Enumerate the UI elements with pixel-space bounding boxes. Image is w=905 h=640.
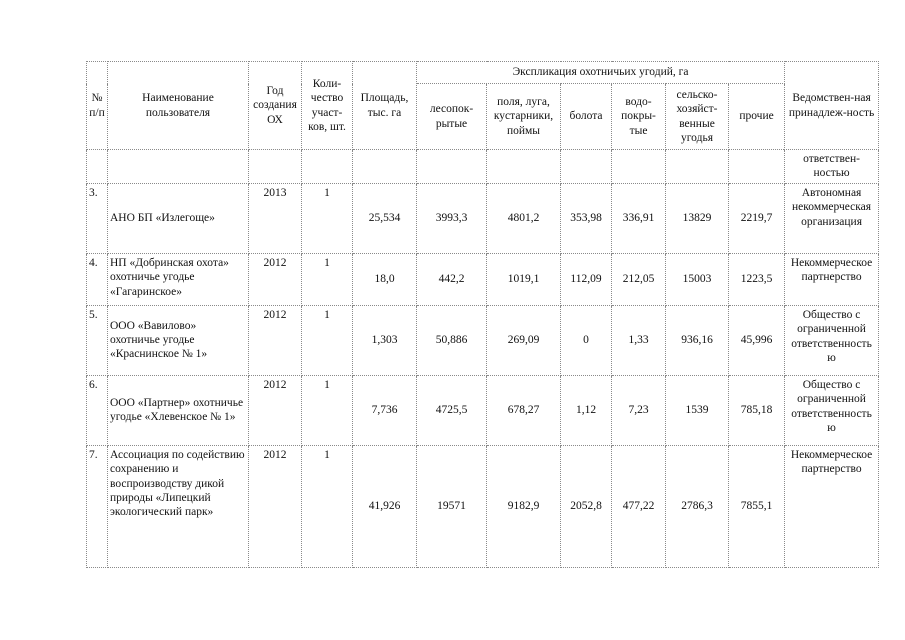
fields-cell: 269,09 [487, 305, 561, 375]
cell [108, 150, 249, 184]
other-cell: 1223,5 [729, 253, 785, 305]
swamps-cell: 112,09 [561, 253, 612, 305]
user-name: НП «Добринская охота» охотничье угодье «Гагаринское» [108, 253, 249, 305]
other-cell: 785,18 [729, 375, 785, 445]
dept-cell: ответствен-ностью [785, 150, 879, 184]
dept-cell: Автономная некоммерческая организация [785, 183, 879, 253]
other-cell: 45,996 [729, 305, 785, 375]
swamps-cell: 2052,8 [561, 445, 612, 567]
water-cell: 336,91 [612, 183, 666, 253]
count-cell: 1 [302, 445, 353, 567]
header-agri: сельско-хозяйст-венные угодья [666, 84, 729, 150]
row-num: 3. [87, 183, 108, 253]
agri-cell: 2786,3 [666, 445, 729, 567]
water-cell: 7,23 [612, 375, 666, 445]
agri-cell: 1539 [666, 375, 729, 445]
fields-cell: 678,27 [487, 375, 561, 445]
fields-cell: 1019,1 [487, 253, 561, 305]
agri-cell: 13829 [666, 183, 729, 253]
table-row [87, 253, 879, 305]
row-num: 6. [87, 375, 108, 445]
forest-cell: 442,2 [417, 253, 487, 305]
fields-cell: 9182,9 [487, 445, 561, 567]
header-other: прочие [729, 84, 785, 150]
water-cell: 477,22 [612, 445, 666, 567]
row-num: 4. [87, 253, 108, 305]
cell [417, 150, 487, 184]
header-explication-group: Экспликация охотничьих угодий, га [417, 62, 785, 84]
fields-cell: 4801,2 [487, 183, 561, 253]
header-water: водо-покры-тые [612, 84, 666, 150]
table-row [87, 183, 879, 253]
dept-cell: Некоммерческое партнерство [785, 445, 879, 567]
year-cell: 2012 [249, 445, 302, 567]
agri-cell: 15003 [666, 253, 729, 305]
hunting-grounds-table [86, 61, 879, 568]
header-name: Наименование пользователя [108, 62, 249, 150]
area-cell: 25,534 [353, 183, 417, 253]
dept-cell: Некоммерческое партнерство [785, 253, 879, 305]
count-cell: 1 [302, 305, 353, 375]
cell [666, 150, 729, 184]
cell [487, 150, 561, 184]
header-num: № п/п [87, 62, 108, 150]
swamps-cell: 0 [561, 305, 612, 375]
agri-cell: 936,16 [666, 305, 729, 375]
user-name: ООО «Вавилово» охотничье угодье «Краснинское № 1» [108, 305, 249, 375]
cell [561, 150, 612, 184]
swamps-cell: 353,98 [561, 183, 612, 253]
cell [353, 150, 417, 184]
area-cell: 1,303 [353, 305, 417, 375]
year-cell: 2012 [249, 305, 302, 375]
header-swamps: болота [561, 84, 612, 150]
year-cell: 2013 [249, 183, 302, 253]
count-cell: 1 [302, 183, 353, 253]
table-row [87, 375, 879, 445]
forest-cell: 19571 [417, 445, 487, 567]
header-year: Год создания ОХ [249, 62, 302, 150]
cell [729, 150, 785, 184]
cell [249, 150, 302, 184]
water-cell: 1,33 [612, 305, 666, 375]
forest-cell: 50,886 [417, 305, 487, 375]
header-dept: Ведомствен-ная принадлеж-ность [785, 62, 879, 150]
header-forest: лесопок-рытые [417, 84, 487, 150]
forest-cell: 4725,5 [417, 375, 487, 445]
row-num: 7. [87, 445, 108, 567]
table-row [87, 305, 879, 375]
forest-cell: 3993,3 [417, 183, 487, 253]
header-count: Коли-чество участ-ков, шт. [302, 62, 353, 150]
year-cell: 2012 [249, 253, 302, 305]
user-name: ООО «Партнер» охотничье угодье «Хлевенское № 1» [108, 375, 249, 445]
water-cell: 212,05 [612, 253, 666, 305]
swamps-cell: 1,12 [561, 375, 612, 445]
user-name: Ассоциация по содействию сохранению и воспроизводству дикой природы «Липецкий экологический парк» [108, 445, 249, 567]
area-cell: 18,0 [353, 253, 417, 305]
header-area: Площадь, тыс. га [353, 62, 417, 150]
count-cell: 1 [302, 253, 353, 305]
year-cell: 2012 [249, 375, 302, 445]
table-row [87, 445, 879, 567]
dept-cell: Общество с ограниченной ответственностью [785, 375, 879, 445]
dept-cell: Общество с ограниченной ответственностью [785, 305, 879, 375]
cell [612, 150, 666, 184]
header-fields: поля, луга, кустарники, поймы [487, 84, 561, 150]
area-cell: 7,736 [353, 375, 417, 445]
other-cell: 7855,1 [729, 445, 785, 567]
count-cell: 1 [302, 375, 353, 445]
cell [87, 150, 108, 184]
other-cell: 2219,7 [729, 183, 785, 253]
area-cell: 41,926 [353, 445, 417, 567]
cell [302, 150, 353, 184]
table-row [87, 150, 879, 184]
user-name: АНО БП «Излегоще» [108, 183, 249, 253]
row-num: 5. [87, 305, 108, 375]
